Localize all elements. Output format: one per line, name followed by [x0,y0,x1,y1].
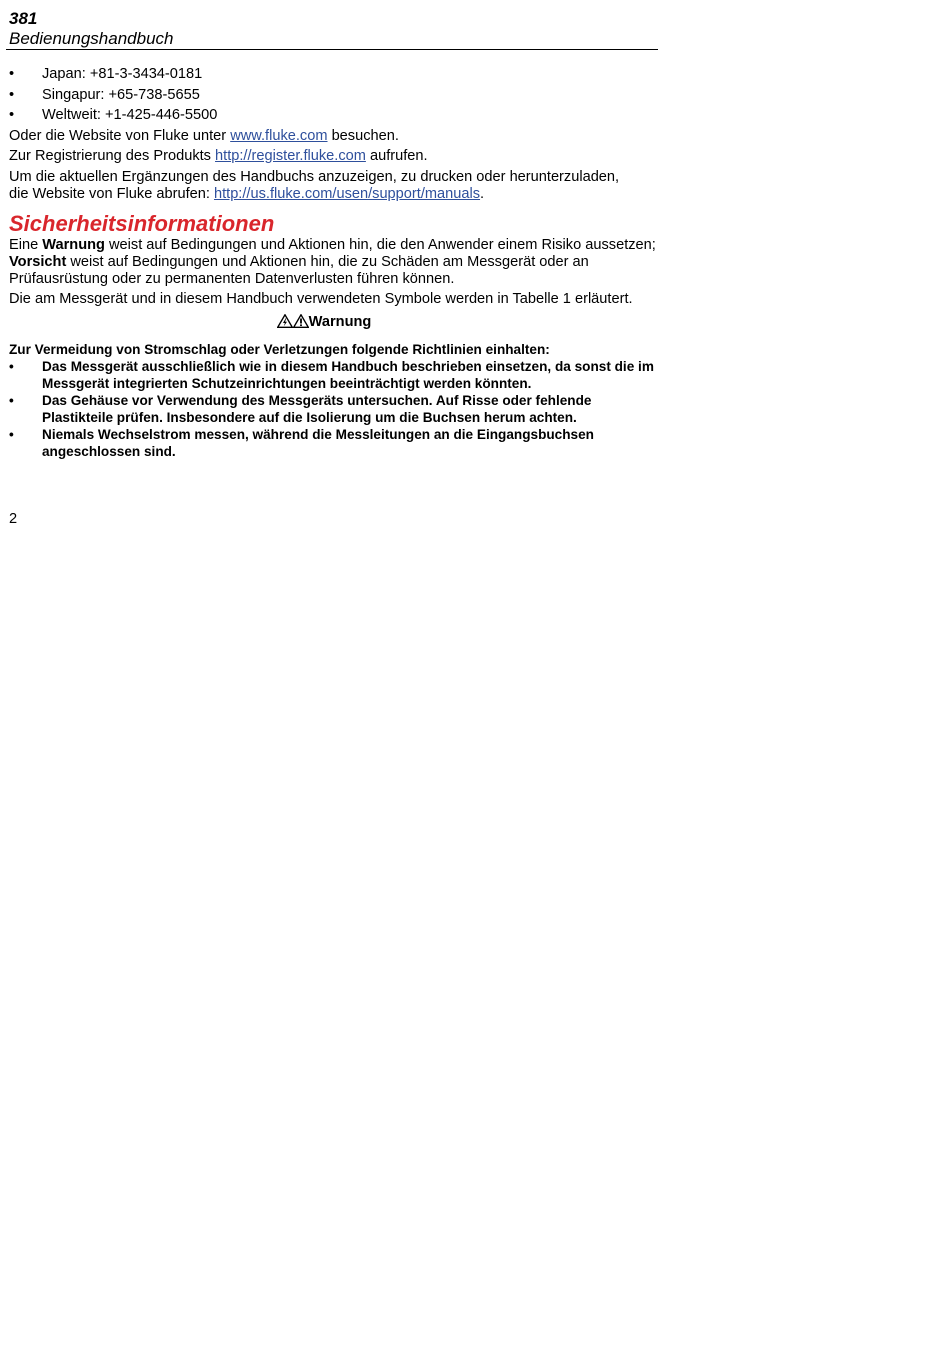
warning-item [9,426,659,460]
header-manual-title: Bedienungshandbuch [9,29,174,48]
contact-text: Singapur: +65-738-5655 [42,86,200,103]
contact-item-singapore [9,87,659,104]
intro-text-1: Eine [9,236,43,253]
warning-item-text: Das Gehäuse vor Verwendung des Messgeräts untersuchen. Auf Risse oder fehlende Plastikteile prüfen. Insbesondere auf die Isolierung um die Buchsen herum achten. [42,393,592,425]
header-divider [6,49,658,50]
section-heading-safety: Sicherheitsinformationen [9,210,275,236]
intro-text-3: weist auf Bedingungen und Aktionen hin, die zu Schäden am Messgerät oder an Prüfausrüstung oder zu permanenten Datenverlusten führen können. [9,253,589,287]
manuals-text-line1: Um die aktuellen Ergänzungen des Handbuchs anzuzeigen, zu drucken oder herunterzuladen, [9,168,620,185]
register-paragraph [9,148,659,165]
header-model-number: 381 [9,9,38,28]
bullet-icon: • [9,427,14,442]
bullet-icon: • [9,66,15,82]
safety-intro-paragraph [9,237,659,288]
register-text-after: aufrufen. [365,148,428,164]
manuals-link[interactable]: http://us.fluke.com/usen/support/manuals [213,185,481,202]
website-text-after: besuchen. [327,127,399,144]
warning-item [9,392,659,426]
bullet-icon: • [9,107,15,123]
bullet-icon: • [9,393,14,408]
warning-item [9,358,659,392]
register-text-before: Zur Registrierung des Produkts [9,148,216,164]
manuals-text-before: die Website von Fluke abrufen: [9,185,214,202]
intro-term-vorsicht: Vorsicht [9,253,67,270]
intro-term-warnung: Warnung [42,236,105,253]
website-paragraph [9,128,659,145]
warning-title: Warnung [308,314,372,330]
bullet-icon: • [9,359,14,374]
website-text-before: Oder die Website von Fluke unter [9,127,231,144]
manuals-paragraph [9,169,659,203]
warning-item-text: Das Messgerät ausschließlich wie in diesem Handbuch beschrieben einsetzen, da sonst die im Messgerät integrierten Schutzeinrichtungen beeinträchtigt werden könnten. [42,359,654,391]
page-content [9,66,659,460]
contact-text: Japan: +81-3-3434-0181 [42,66,203,82]
warning-lead: Zur Vermeidung von Stromschlag oder Verletzungen folgende Richtlinien einhalten: [9,342,550,357]
manuals-text-after: . [480,185,485,202]
register-link[interactable]: http://register.fluke.com [215,148,366,164]
electrical-hazard-icon [277,314,293,328]
caution-warning-icon [293,314,309,328]
contact-item-japan [9,66,659,83]
contact-text: Weltweit: +1-425-446-5500 [42,107,218,123]
fluke-website-link[interactable]: www.fluke.com [230,127,328,144]
warning-item-text: Niemals Wechselstrom messen, während die Messleitungen an die Eingangsbuchsen angeschlossen sind. [42,427,594,459]
contact-item-worldwide [9,107,659,124]
bullet-icon: • [9,86,15,103]
page-number: 2 [9,511,18,527]
warning-list [9,358,659,460]
warning-block [9,341,659,460]
intro-text-2: weist auf Bedingungen und Aktionen hin, die den Anwender einem Risiko aussetzen; [104,236,656,253]
symbols-paragraph: Die am Messgerät und in diesem Handbuch verwendeten Symbole werden in Tabelle 1 erläutert. [9,291,633,307]
contact-list [9,66,659,124]
warning-heading [9,314,659,331]
